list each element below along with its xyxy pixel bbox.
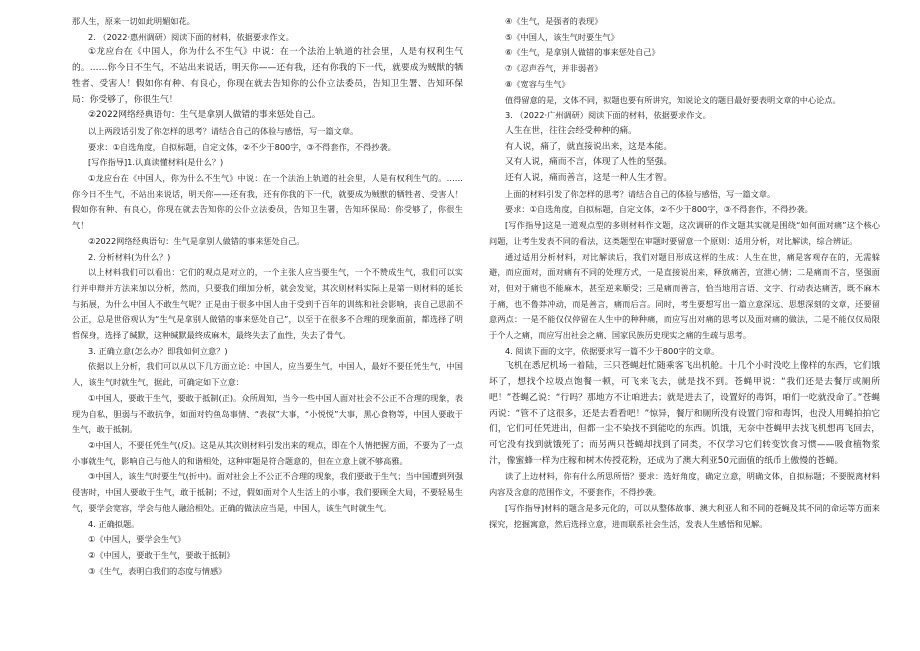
paragraph: ⑦《忍声吞气，并非弱者》 (505, 63, 603, 74)
paragraph: 值得留意的是，文体不同，拟题也要有所讲究，知说论文的题目最好要表明文章的中心论点。 (505, 94, 841, 105)
paragraph: 人生在世，往往会经受种种的痛。 (505, 125, 637, 136)
paragraph: ②2022网络经典语句：生气是拿别人做错的事来惩处自己。 (88, 110, 321, 121)
paragraph: ③《生气，表明白我们的态度与情感》 (88, 565, 227, 576)
paragraph: ⑥《生气，是拿别人做错的事来惩处自己》 (505, 47, 660, 58)
left-column (72, 14, 463, 651)
paragraph: 飞机在悉尼机场一着陆，三只苍蝇赶忙随乘客飞出机舱。十几个小时没吃上像样的东西，它们饿坏了，想找个垃圾点饱餐一顿，可飞来飞去，就是找不到。苍蝇甲说：“我们还是去餐厅或厕所吧！”苍蝇乙说：“行吗？那地方不让咱进去；就是进去了，设置好的毒饵，咱们一吃就没命了。”苍蝇丙说：“管不了这很多，还是去看看吧！”惊异，餐厅和厕所没有设置门帘和毒饵，也没人用蝇拍拍它们，它们可任凭进出，但都一尘不染找不到能吃的东西。饥饿，无奈中苍蝇甲去找飞机想再飞回去，可它没有找到就饿死了；而另两只苍蝇却找到了同类，不仅学习它们转变饮食习惯——吸食植物浆汁，像蜜蜂一样为庄稼和树木传授花粉，还成为了澳大利亚50元面值的纸币上傲慢的苍蝇。 (489, 361, 880, 466)
paragraph: ②《中国人，要敢于生气，要敢于抵制》 (88, 549, 235, 560)
paragraph: 4. 正确拟题。 (88, 518, 140, 529)
paragraph: ④《生气，是强者的表现》 (505, 16, 603, 26)
paragraph: 4. 阅读下面的文字，依据要求写一篇不少于800字的文章。 (505, 345, 720, 356)
paragraph: 以上两段话引发了你怎样的思考？请结合自己的体验与感悟，写一篇文章。 (88, 125, 359, 136)
paragraph: 还有人说，痛而善言，这是一种人生才智。 (505, 173, 673, 184)
paragraph: 2. 分析材料(为什么？) (88, 251, 171, 262)
paragraph: 读了上边材料，你有什么所思所悟？要求：选好角度，确定立意，明确文体，自拟标题；不要脱离材料内容及含意的范围作文，不要套作，不得抄袭。 (489, 471, 880, 498)
paragraph: ①中国人，要敢于生气，要敢于抵制(正)。众所周知，当今一些中国人面对社会不公正不合理的现象，表现为自私，胆弱与不敢抗争，如面对钓鱼岛事情、“表叔”大事，“小悦悦”大事，黑心食物等，中国人要敢于生气，敢于抵制。 (72, 392, 463, 435)
paragraph: 要求：①自选角度，自拟标题，自定文体，②不少于800字，③不得套作，不得抄袭。 (88, 141, 396, 152)
paragraph: ①龙应台在《中国人，你为什么不生气》中说：在一个法治上轨道的社会里，人是有权利生气的。……你今日不生气，不站出来说话，明天你——还有我，还有你我的下一代，就要成为贼獣的牺牲者、受害人！假如你有种、有良心，你现在就去告知你的公仆立法委员，告知卫生署，告知环保局：你受够了，你很生气！ (72, 173, 463, 231)
paragraph: 有人说，痛了，就直接说出来，这是本能。 (505, 141, 673, 152)
paragraph: 3. （2022·广州调研）阅读下面的材料，依据要求作文。 (505, 110, 711, 121)
paragraph: 又有人说，痛而不言，体现了人性的坚强。 (505, 157, 673, 168)
paragraph: 要求：①自选角度，自拟标题，自定文体，②不少于800字，③不得套作，不得抄袭。 (505, 204, 813, 215)
paragraph: [写作指导]1.认真读懂材料(是什么？) (88, 157, 224, 168)
paragraph: 以上材料我们可以看出：它们的观点是对立的，一个主张人应当要生气，一个不赞成生气，我们可以实行并申辩并方法来加以分析，然而，只要我们细加分析，就会发觉，其次则材料实际上是第一则材料的延长与拓展，为什么中国人不敢生气呢？正是由于很多中国人由于受到千百年的训练和社会影响，丧自己思前不公正，总是世俗观认为“生气是拿别人做错的事来惩处自己”，以至于在很多不合理的现象面前，都选择了明哲保身，选择了缄默，这种缄默最终成麻木，最终失去了血性，失去了骨气。 (72, 267, 463, 341)
paragraph: 依据以上分析，我们可以从以下几方面立论：中国人，应当要生气，中国人，最好不要任凭生气，中国人，该生气时就生气，据此，可确定如下立意： (72, 361, 463, 388)
paragraph: ⑧《宽容与生气》 (505, 78, 570, 89)
paragraph: ⑤《中国人，该生气时要生气》 (505, 31, 619, 42)
paragraph: ②2022网络经典语句：生气是拿别人做错的事来惩处自己。 (88, 235, 305, 246)
paragraph: 那人生，原来一切如此明媚如花。 (72, 16, 195, 26)
paragraph: ③中国人，该生气时要生气(折中)。面对社会上不公正不合理的现象，我们要敢于生气；当中国遭到列强侵害时，中国人要敢于生气，敢于抵制；不过，假如面对个人生活上的小事，我们要顾全大局，不要轻易生气，要学会宽容，学会与他人融洽相处。正确的做法应当是，中国人，该生气时就生气。 (72, 471, 463, 513)
paragraph: ①《中国人，要学会生气》 (88, 534, 186, 545)
paragraph: 上面的材料引发了你怎样的思考？请结合自己的体验与感悟，写一篇文章。 (505, 188, 776, 199)
paragraph: 3. 正确立意(怎么办？即我如何立意？) (88, 345, 228, 356)
paragraph: ①龙应台在《中国人，你为什么不生气》中说：在一个法治上轨道的社会里，人是有权利生气的。……你今日不生气，不站出来说话，明天你——还有我，还有你我的下一代，就要成为贼獣的牺牲者、受害人！假如你有种、有良心，你现在就去告知你的公仆立法委员，告知卫生署、告知环保局：你受够了，你很生气！ (72, 47, 463, 105)
right-column (489, 14, 880, 651)
paragraph: [写作指导]这是一道观点型的多则材料作文题，这次调研的作文题其实就是围绕“如何面对痛”这个核心问题，让考生发表不同的看法，这类题型在审题时要留意一个原则：适用分析，对比解读，综合辨证。 (489, 220, 880, 246)
paragraph: 通过适用分析材料，对比解读后，我们对题目形成这样的生成：人生在世，痛是客观存在的，无需躲避，而应面对，面对痛有不同的处理方式，一是直接说出来，释放痛苦，宣泄心情；二是痛而不言，坚强面对，但对于痛也不能麻木，甚至逆来顺受；三是痛而善言，恰当地用言语、文字、行动表达痛苦，既不麻木于痛，也不鲁莽冲动，而是善言，痛而后言。同时，考生要想写出一篇立意深远、思想深刻的文章，还要留意两点：一是不能仅仅停留在人生中的种种痛，而应写出对痛的思考以及面对痛的做法，二是不能仅仅局限于个人之痛，而应写出社会之痛、国家民族历史现实之痛的生疏与思考。 (489, 251, 880, 341)
paragraph: ②中国人，不要任凭生气(反)。这是从其次则材料引发出来的观点，即在个人情把握方面，不要为了一点小事就生气，影响自己与他人的和谐相处，这种审题是符合题意的，但在立意上就不够高雅。 (72, 439, 463, 466)
paragraph: 2. （2022·惠州调研）阅读下面的材料，依据要求作文。 (88, 31, 294, 42)
paragraph: [写作指导]材料的题含是多元化的，可以从整体故事、澳大利亚人和不同的苍蝇及其不同的命运等方面来探究，挖掘寓意，然后选择立意，进而联系社会生活，发表人生感悟和见解。 (489, 502, 880, 529)
